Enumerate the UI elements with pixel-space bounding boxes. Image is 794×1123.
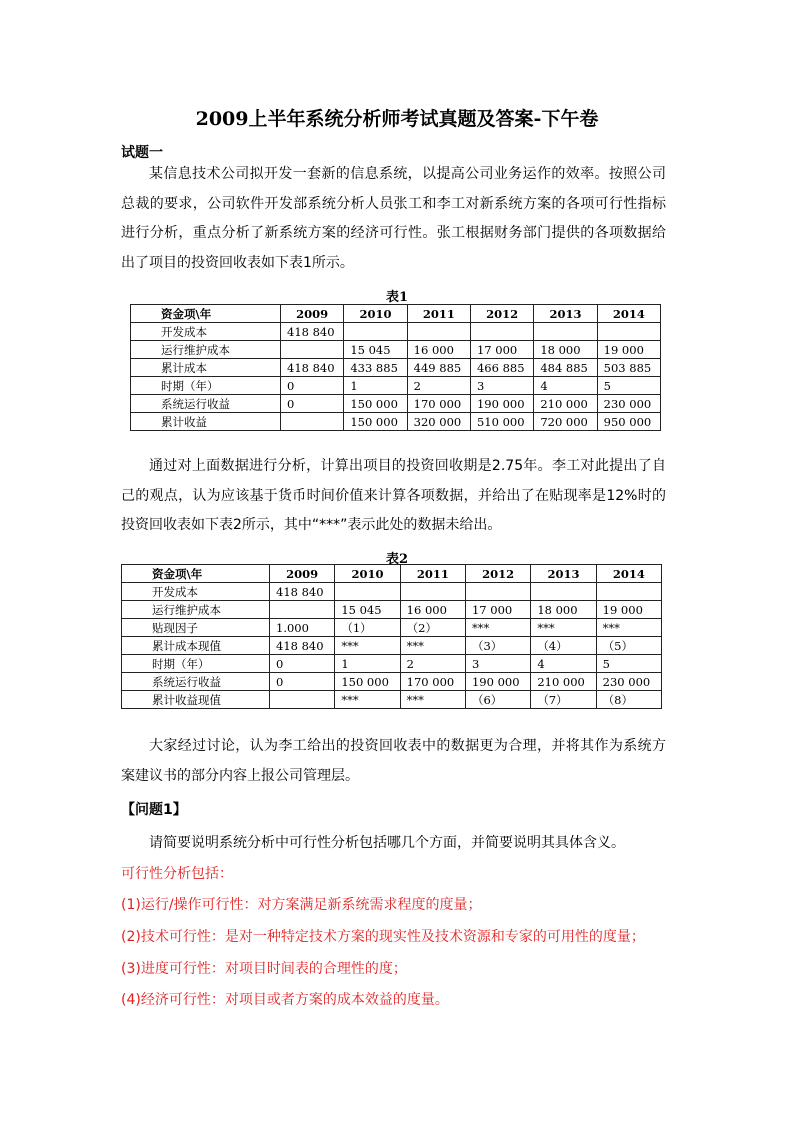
table1-header-cell: 资金项\年: [131, 305, 281, 323]
table2-cell: （8）: [596, 691, 661, 709]
table2-body: [122, 583, 662, 709]
table1-cell: [281, 341, 344, 359]
table2-row-label: 累计收益现值: [122, 691, 270, 709]
table1-cell: [534, 323, 597, 341]
table2-cell: 1.000: [270, 619, 335, 637]
table1-cell: 210 000: [534, 395, 597, 413]
table1-row: [131, 359, 661, 377]
table1-cell: 0: [281, 395, 344, 413]
table2-cell: ***: [465, 619, 530, 637]
table2-cell: ***: [400, 691, 465, 709]
table2-cell: ***: [531, 619, 596, 637]
table2-cell: 230 000: [596, 673, 661, 691]
table1-cell: 17 000: [470, 341, 533, 359]
table2-cell: [465, 583, 530, 601]
table2-row-label: 时期（年）: [122, 655, 270, 673]
table1-cell: 3: [470, 377, 533, 395]
table2-caption: 表2: [385, 552, 409, 567]
table2-cell: （7）: [531, 691, 596, 709]
table1-row-label: 时期（年）: [131, 377, 281, 395]
table2-cell: 18 000: [531, 601, 596, 619]
table2-cell: 150 000: [335, 673, 400, 691]
table2-row-label: 累计成本现值: [122, 637, 270, 655]
table2-row-label: 系统运行收益: [122, 673, 270, 691]
table1-cell: [344, 323, 407, 341]
table2-cell: 170 000: [400, 673, 465, 691]
table1-cell: 433 885: [344, 359, 407, 377]
table1-row-label: 开发成本: [131, 323, 281, 341]
table2-cell: 3: [465, 655, 530, 673]
table1-cell: 150 000: [344, 395, 407, 413]
table2-cell: ***: [596, 619, 661, 637]
answer-item: (4)经济可行性：对项目或者方案的成本效益的度量。: [121, 992, 449, 1008]
table2-cell: 2: [400, 655, 465, 673]
table2-cell: [596, 583, 661, 601]
table2-cell: 5: [596, 655, 661, 673]
table2-cell: 1: [335, 655, 400, 673]
table2-row-label: 贴现因子: [122, 619, 270, 637]
table2-cell: [270, 601, 335, 619]
table2-cell: ***: [335, 637, 400, 655]
table1-cell: 230 000: [597, 395, 660, 413]
table1-cell: 170 000: [407, 395, 470, 413]
table1-cell: 720 000: [534, 413, 597, 431]
table2-cell: （6）: [465, 691, 530, 709]
table1-cell: 15 045: [344, 341, 407, 359]
table2-cell: 190 000: [465, 673, 530, 691]
table1-cell: 466 885: [470, 359, 533, 377]
table1-row: [131, 323, 661, 341]
table1-cell: 5: [597, 377, 660, 395]
table2-cell: 418 840: [270, 583, 335, 601]
table2: [121, 564, 662, 709]
table2-cell: （3）: [465, 637, 530, 655]
table1-cell: 1: [344, 377, 407, 395]
answer-item: (3)进度可行性：对项目时间表的合理性的度；: [121, 961, 407, 977]
table1-cell: 190 000: [470, 395, 533, 413]
table2-cell: [400, 583, 465, 601]
question-text: 请简要说明系统分析中可行性分析包括哪几个方面，并简要说明其具体含义。: [149, 835, 625, 851]
table2-row: [122, 655, 662, 673]
table2-cell: 210 000: [531, 673, 596, 691]
table1-header-cell: 2011: [407, 305, 470, 323]
table1-caption: 表1: [385, 290, 409, 305]
table1-row: [131, 413, 661, 431]
table1-cell: 418 840: [281, 323, 344, 341]
table1-cell: 320 000: [407, 413, 470, 431]
table1-body: [131, 323, 661, 431]
table1-cell: 449 885: [407, 359, 470, 377]
table1-row-label: 系统运行收益: [131, 395, 281, 413]
table2-header-cell: 资金项\年: [122, 565, 270, 583]
table1-cell: 2: [407, 377, 470, 395]
table1-header-cell: 2012: [470, 305, 533, 323]
table2-row: [122, 601, 662, 619]
table1-cell: [597, 323, 660, 341]
section-heading: 试题一: [121, 145, 163, 161]
table2-cell: （5）: [596, 637, 661, 655]
table1-cell: 19 000: [597, 341, 660, 359]
table2-cell: [270, 691, 335, 709]
table1-row-label: 累计成本: [131, 359, 281, 377]
table2-cell: （1）: [335, 619, 400, 637]
table1-cell: 510 000: [470, 413, 533, 431]
table1-cell: [281, 413, 344, 431]
table1-cell: 418 840: [281, 359, 344, 377]
answer-item: (1)运行/操作可行性：对方案满足新系统需求程度的度量；: [121, 897, 482, 913]
answer-intro: 可行性分析包括：: [121, 866, 233, 882]
table1-cell: 16 000: [407, 341, 470, 359]
table1-row-label: 累计收益: [131, 413, 281, 431]
table2-cell: 0: [270, 655, 335, 673]
table1-row: [131, 395, 661, 413]
table2-cell: 17 000: [465, 601, 530, 619]
table2-cell: 418 840: [270, 637, 335, 655]
table2-cell: 4: [531, 655, 596, 673]
table1-cell: 503 885: [597, 359, 660, 377]
table2-header-cell: 2009: [270, 565, 335, 583]
table2-header-cell: 2013: [531, 565, 596, 583]
conclusion-paragraph: 大家经过讨论，认为李工给出的投资回收表中的数据更为合理，并将其作为系统方案建议书的部分内容上报公司管理层。: [121, 738, 666, 784]
table2-row-label: 运行维护成本: [122, 601, 270, 619]
table2-cell: 15 045: [335, 601, 400, 619]
table2-row: [122, 583, 662, 601]
table1-cell: 18 000: [534, 341, 597, 359]
document-title: 2009上半年系统分析师考试真题及答案-下午卷: [195, 108, 599, 130]
table2-cell: [531, 583, 596, 601]
issue-heading: 【问题1】: [121, 802, 187, 818]
table1-row: [131, 377, 661, 395]
table2-header-cell: 2010: [335, 565, 400, 583]
table2-row: [122, 673, 662, 691]
table2-header-cell: 2012: [465, 565, 530, 583]
table2-row: [122, 691, 662, 709]
table2-cell: 16 000: [400, 601, 465, 619]
table1-cell: 484 885: [534, 359, 597, 377]
table1-header-cell: 2013: [534, 305, 597, 323]
table1-row-label: 运行维护成本: [131, 341, 281, 359]
table1-cell: [470, 323, 533, 341]
analysis-paragraph: 通过对上面数据进行分析，计算出项目的投资回收期是2.75年。李工对此提出了自己的观点，认为应该基于货币时间价值来计算各项数据，并给出了在贴现率是12%时的投资回收表如下表2所示，其中“***”表示此处的数据未给出。: [121, 458, 666, 533]
table1-cell: 0: [281, 377, 344, 395]
table2-cell: （4）: [531, 637, 596, 655]
table2-cell: [335, 583, 400, 601]
table2-row: [122, 637, 662, 655]
table1-cell: 4: [534, 377, 597, 395]
table1-cell: [407, 323, 470, 341]
table1: [130, 304, 661, 431]
table2-cell: 19 000: [596, 601, 661, 619]
table1-header-cell: 2009: [281, 305, 344, 323]
table2-row-label: 开发成本: [122, 583, 270, 601]
table1-cell: 950 000: [597, 413, 660, 431]
table2-row: [122, 619, 662, 637]
table2-cell: ***: [400, 637, 465, 655]
intro-paragraph: 某信息技术公司拟开发一套新的信息系统，以提高公司业务运作的效率。按照公司总裁的要求，公司软件开发部系统分析人员张工和李工对新系统方案的各项可行性指标进行分析，重点分析了新系统方案的经济可行性。张工根据财务部门提供的各项数据给出了项目的投资回收表如下表1所示。: [121, 166, 666, 271]
table2-cell: ***: [335, 691, 400, 709]
table1-cell: 150 000: [344, 413, 407, 431]
table1-header-cell: 2014: [597, 305, 660, 323]
table2-cell: （2）: [400, 619, 465, 637]
table2-cell: 0: [270, 673, 335, 691]
table2-header-cell: 2011: [400, 565, 465, 583]
answer-item: (2)技术可行性：是对一种特定技术方案的现实性及技术资源和专家的可用性的度量；: [121, 929, 645, 945]
table1-header-cell: 2010: [344, 305, 407, 323]
table2-header-row: [122, 565, 662, 583]
table2-header-cell: 2014: [596, 565, 661, 583]
table1-row: [131, 341, 661, 359]
table1-header-row: [131, 305, 661, 323]
